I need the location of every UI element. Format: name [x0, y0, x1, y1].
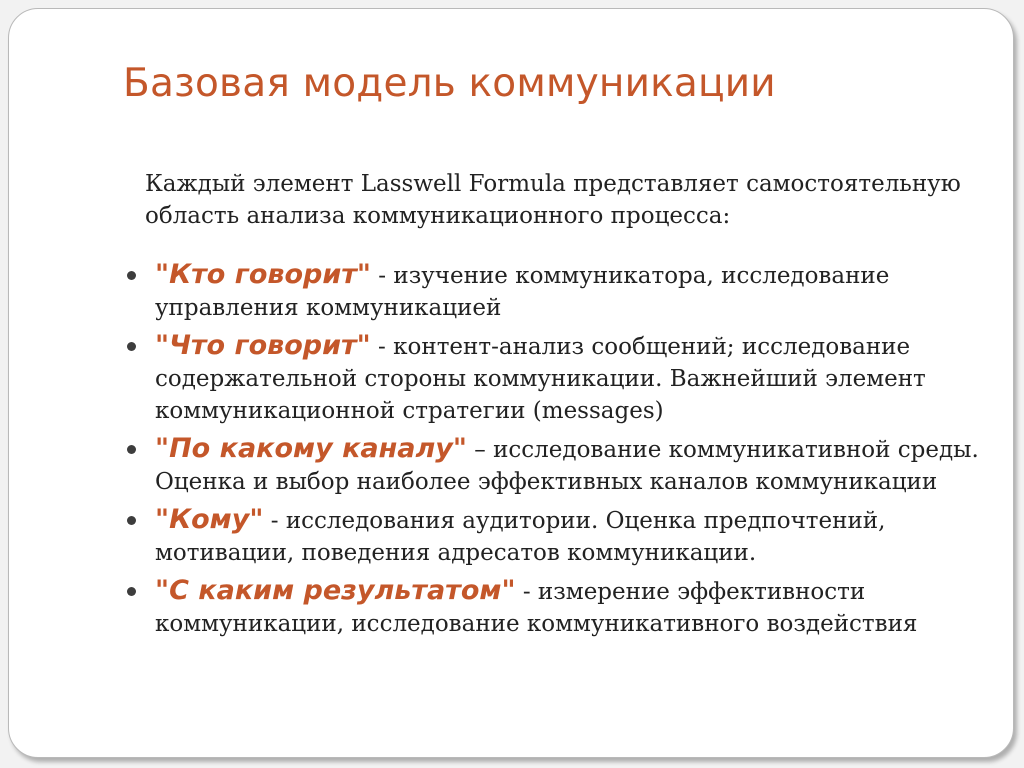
intro-text: Каждый элемент Lasswell Formula представляет самостоятельную область анализа коммуникационного процесса:	[145, 171, 961, 229]
item-description: - изучение коммуникатора, исследование управления коммуникацией	[155, 263, 890, 321]
item-term: "С каким результатом"	[155, 575, 516, 606]
list-item-effect	[127, 575, 1007, 640]
item-term: "Кому"	[155, 504, 264, 535]
bullet-icon	[127, 587, 136, 596]
item-description: - измерение эффективности коммуникации, исследование коммуникативного воздействия	[155, 579, 918, 637]
list-item-whom	[127, 504, 1007, 569]
item-term: "Что говорит"	[155, 330, 371, 361]
bullet-icon	[127, 342, 136, 351]
slide-frame	[8, 8, 1014, 758]
list-item-what	[127, 330, 1007, 427]
slide-title: Базовая модель коммуникации	[123, 61, 776, 106]
list-item-channel	[127, 433, 1007, 498]
bullet-icon	[127, 445, 136, 454]
item-description: – исследование коммуникативной среды. Оценка и выбор наиболее эффективных каналов коммуникации	[155, 437, 979, 495]
list-item-who	[127, 259, 1007, 324]
bullet-icon	[127, 271, 136, 280]
bullet-icon	[127, 516, 136, 525]
item-term: "По какому каналу"	[155, 433, 467, 464]
item-description: - исследования аудитории. Оценка предпочтений, мотивации, поведения адресатов коммуникации.	[155, 508, 886, 566]
lasswell-list	[127, 259, 1007, 646]
item-term: "Кто говорит"	[155, 259, 371, 290]
item-description: - контент-анализ сообщений; исследование содержательной стороны коммуникации. Важнейший элемент коммуникационной стратегии (messages)	[155, 334, 926, 424]
